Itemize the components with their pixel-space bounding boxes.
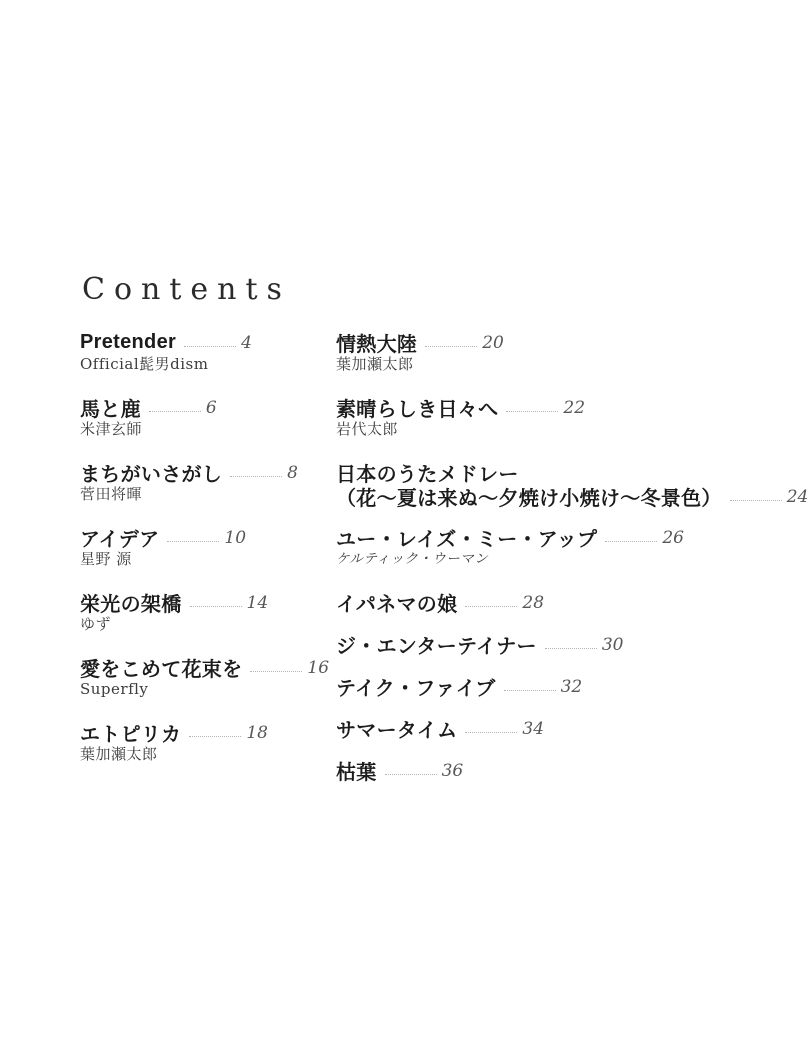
title-line-1 — [80, 655, 336, 679]
song-title: 栄光の架橋 — [80, 593, 182, 616]
song-title: エトピリカ — [80, 723, 182, 746]
song-title: Pretender — [80, 330, 177, 353]
page-number: 26 — [662, 528, 684, 548]
toc-item — [80, 460, 336, 504]
toc-item — [336, 330, 740, 374]
song-title: アイデア — [80, 528, 160, 551]
toc-column-right — [336, 330, 808, 800]
leader-line — [425, 345, 477, 347]
page-title: Contents — [82, 272, 291, 308]
leader-line — [730, 499, 782, 501]
toc-item — [336, 758, 740, 782]
toc-item — [336, 716, 740, 740]
page-number: 8 — [287, 463, 298, 483]
title-line-1 — [336, 716, 740, 740]
page-number: 4 — [241, 333, 252, 353]
song-title: ユー・レイズ・ミー・アップ — [336, 528, 598, 551]
leader-line — [506, 410, 558, 412]
page-number: 28 — [522, 593, 545, 613]
song-title: サマータイム — [336, 719, 458, 742]
page-number: 30 — [601, 635, 624, 655]
leader-line — [167, 540, 219, 542]
artist-name: Official髭男dism — [80, 355, 209, 373]
leader-line — [465, 605, 517, 607]
song-title: 愛をこめて花束を — [80, 658, 243, 681]
toc-item — [336, 395, 740, 439]
toc-item — [80, 720, 336, 764]
page-number: 24 — [786, 487, 808, 507]
song-title: 素晴らしき日々へ — [336, 398, 499, 421]
song-title: 日本のうたメドレー — [336, 463, 519, 486]
title-line-1 — [80, 330, 336, 354]
title-line-1 — [336, 460, 740, 484]
toc-item — [80, 395, 336, 439]
artist-name: ゆず — [80, 615, 112, 633]
title-line-1 — [336, 632, 740, 656]
toc-item — [336, 632, 740, 656]
page-number: 6 — [205, 398, 217, 418]
leader-line — [465, 731, 517, 733]
title-line-1 — [80, 720, 336, 744]
artist-name: ケルティック・ウーマン — [336, 551, 489, 567]
toc-item — [336, 460, 808, 510]
leader-line — [504, 689, 556, 691]
title-line-1 — [80, 460, 336, 484]
title-line-1 — [80, 395, 336, 419]
page-number: 36 — [441, 761, 464, 781]
leader-line — [149, 410, 201, 412]
toc-item — [80, 525, 336, 569]
page-number: 22 — [563, 398, 586, 418]
artist-name: 米津玄師 — [80, 420, 143, 438]
page-number: 32 — [560, 677, 583, 697]
title-line-2 — [336, 484, 808, 510]
artist-name: 葉加瀬太郎 — [336, 355, 414, 373]
leader-line — [189, 735, 241, 737]
leader-line — [190, 605, 242, 607]
toc-item — [336, 674, 740, 698]
leader-line — [545, 647, 597, 649]
title-line-1 — [336, 525, 740, 549]
toc-item — [336, 590, 740, 614]
page-number: 18 — [246, 723, 268, 743]
title-line-1 — [336, 590, 740, 614]
page-number: 10 — [224, 528, 247, 548]
leader-line — [230, 475, 282, 477]
song-title: まちがいさがし — [80, 463, 223, 486]
song-title: 馬と鹿 — [80, 398, 141, 421]
artist-name: 葉加瀬太郎 — [80, 745, 158, 763]
leader-line — [250, 670, 302, 672]
song-title-line2: （花～夏は来ぬ～夕焼け小焼け～冬景色） — [336, 487, 722, 510]
page-number: 14 — [246, 593, 269, 613]
toc-item — [80, 330, 336, 374]
title-line-1 — [336, 674, 740, 698]
title-line-1 — [80, 590, 336, 614]
toc-column-left — [80, 330, 336, 785]
artist-name: Superfly — [80, 680, 149, 698]
page-number: 20 — [482, 333, 504, 353]
song-title: イパネマの娘 — [336, 593, 458, 616]
page-number: 34 — [522, 719, 545, 739]
song-title: テイク・ファイブ — [336, 677, 496, 700]
toc-item — [80, 655, 336, 699]
song-title: 情熱大陸 — [336, 333, 418, 356]
leader-line — [385, 773, 437, 775]
title-line-1 — [80, 525, 336, 549]
page-number: 16 — [307, 658, 330, 678]
artist-name: 星野 源 — [80, 550, 132, 568]
leader-line — [184, 345, 236, 347]
leader-line — [605, 540, 657, 542]
artist-name: 岩代太郎 — [336, 420, 399, 438]
song-title: 枯葉 — [336, 761, 377, 784]
song-title: ジ・エンターテイナー — [336, 635, 537, 658]
title-line-1 — [336, 395, 740, 419]
title-line-1 — [336, 330, 740, 354]
artist-name: 菅田将暉 — [80, 485, 143, 503]
toc-item — [336, 525, 740, 569]
toc-item — [80, 590, 336, 634]
title-line-1 — [336, 758, 740, 782]
